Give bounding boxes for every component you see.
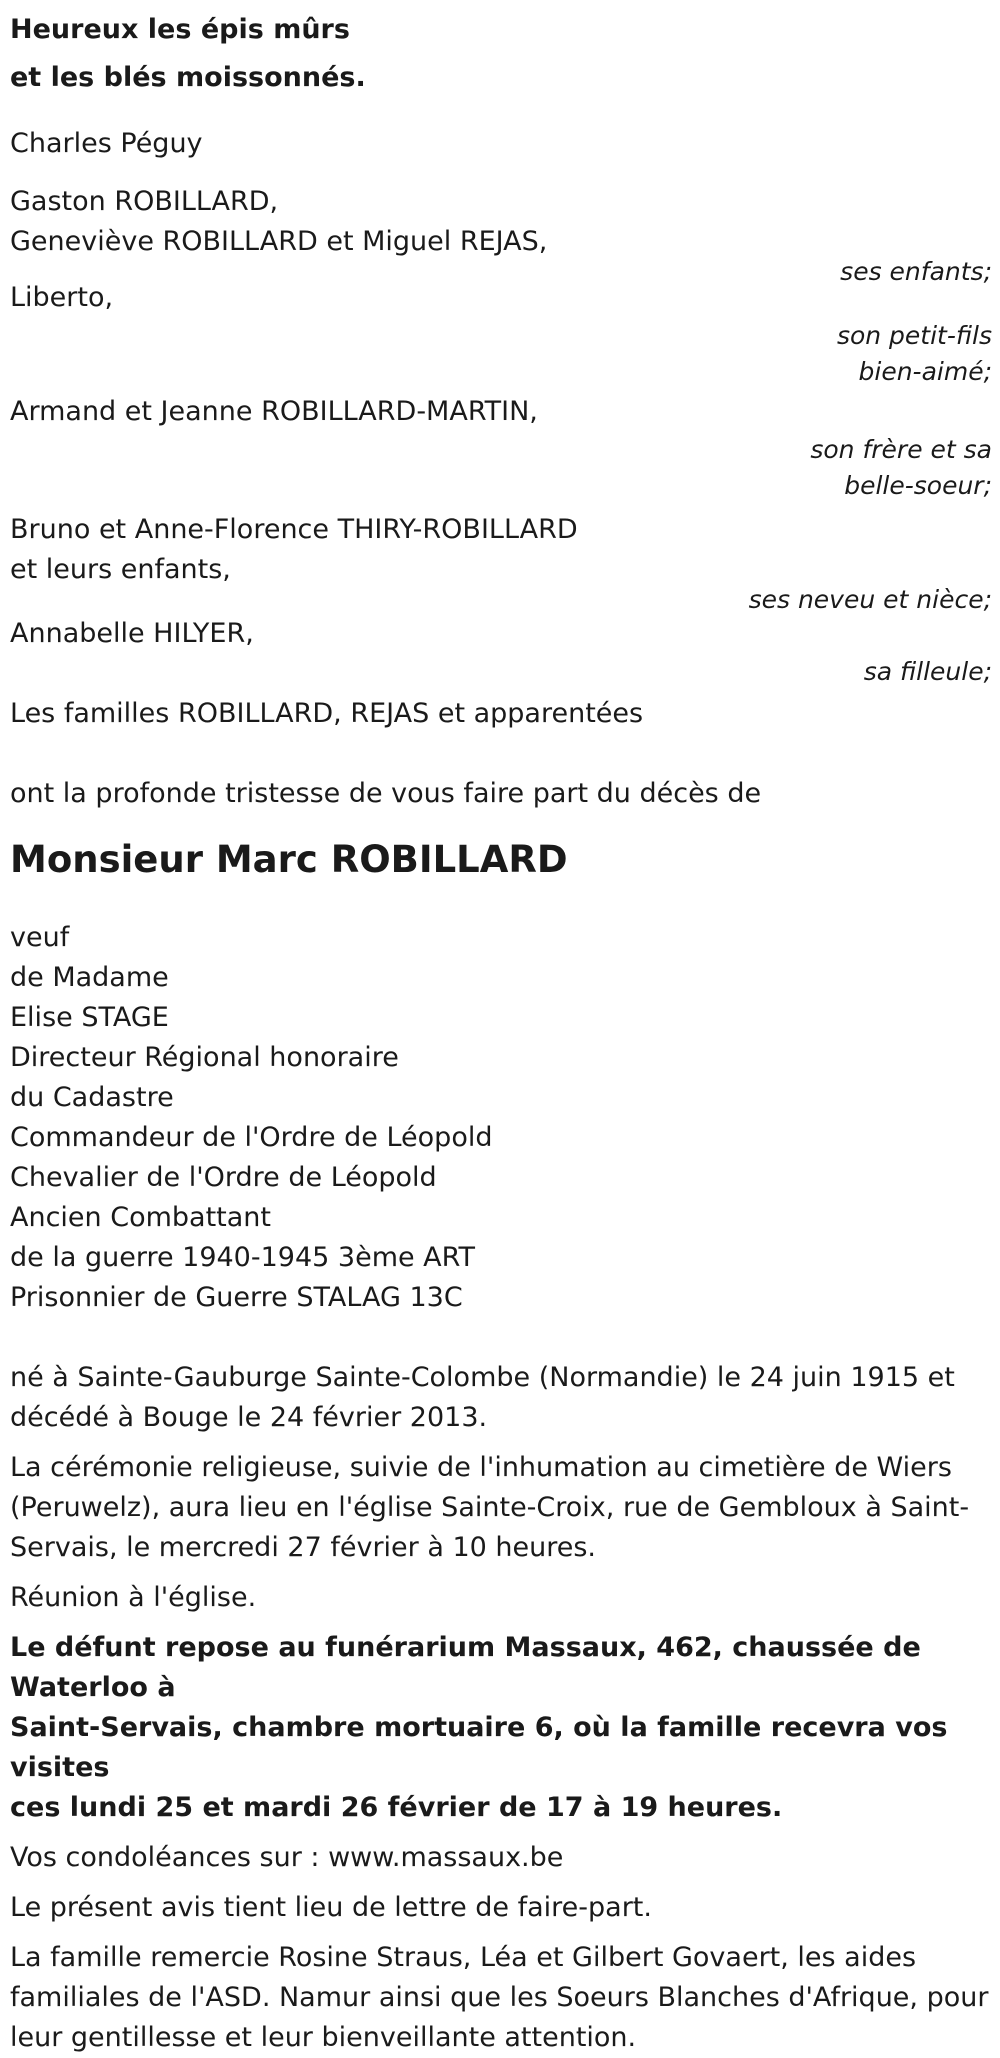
family-relation: belle-soeur; [844, 471, 992, 500]
title-line: Prisonnier de Guerre STALAG 13C [10, 1282, 463, 1313]
title-line: Elise STAGE [10, 1002, 169, 1033]
family-relation: ses neveu et nièce; [748, 585, 992, 614]
birth-death-line: né à Sainte-Gauburge Sainte-Colombe (Normandie) le 24 juin 1915 et [10, 1362, 955, 1393]
family-list [10, 182, 992, 734]
thanks-line: familiales de l'ASD. Namur ainsi que les Soeurs Blanches d'Afrique, pour [10, 1982, 989, 2013]
funerarium-paragraph [10, 1628, 992, 1828]
title-line: Ancien Combattant [10, 1202, 272, 1233]
family-relation: son petit-fils [836, 321, 992, 350]
family-relation: ses enfants; [840, 257, 992, 286]
ceremony-line: Servais, le mercredi 27 février à 10 heures. [10, 1532, 597, 1563]
title-line: de la guerre 1940-1945 3ème ART [10, 1242, 475, 1273]
family-name: Annabelle HILYER, [10, 618, 254, 649]
family-name: Liberto, [10, 282, 114, 313]
reunion-text: Réunion à l'église. [10, 1582, 257, 1613]
title-line: Directeur Régional honoraire [10, 1042, 399, 1073]
title-line: veuf [10, 922, 70, 953]
ceremony-line: La cérémonie religieuse, suivie de l'inhumation au cimetière de Wiers [10, 1452, 952, 1483]
epigraph-author: Charles Péguy [10, 128, 203, 159]
condolences-text: Vos condoléances sur : www.massaux.be [10, 1842, 564, 1873]
family-group [10, 278, 992, 390]
funerarium-line: ces lundi 25 et mardi 26 février de 17 à 19 heures. [10, 1792, 783, 1823]
birth-death-line: décédé à Bouge le 24 février 2013. [10, 1402, 488, 1433]
deceased-name: Monsieur Marc ROBILLARD [10, 838, 568, 881]
funerarium-line: Le défunt repose au funérarium Massaux, 462, chaussée de Waterloo à [10, 1632, 921, 1703]
title-line: de Madame [10, 962, 169, 993]
epigraph-line: Heureux les épis mûrs [10, 14, 350, 45]
ceremony-line: (Peruwelz), aura lieu en l'église Sainte-Croix, rue de Gembloux à Saint- [10, 1492, 970, 1523]
family-name: Les familles ROBILLARD, REJAS et apparentées [10, 698, 644, 729]
family-relation: sa filleule; [863, 657, 992, 686]
birth-death [10, 1358, 992, 1438]
family-name: Gaston ROBILLARD, [10, 186, 279, 217]
family-name: Armand et Jeanne ROBILLARD-MARTIN, [10, 396, 538, 427]
epigraph [10, 6, 992, 164]
family-group [10, 614, 992, 690]
thanks-line: leur gentillesse et leur bienveillante attention. [10, 2022, 637, 2053]
family-group [10, 510, 992, 618]
family-name: Geneviève ROBILLARD et Miguel REJAS, [10, 226, 548, 257]
title-line: Chevalier de l'Ordre de Léopold [10, 1162, 437, 1193]
obituary-notice [10, 6, 992, 2058]
family-group [10, 392, 992, 504]
family-relation: bien-aimé; [858, 357, 992, 386]
family-relation: son frère et sa [810, 435, 992, 464]
title-line: du Cadastre [10, 1082, 174, 1113]
notice-text: Le présent avis tient lieu de lettre de faire-part. [10, 1892, 652, 1923]
thanks-line: La famille remercie Rosine Straus, Léa et Gilbert Govaert, les aides [10, 1942, 917, 1973]
title-line: Commandeur de l'Ordre de Léopold [10, 1122, 493, 1153]
family-group [10, 182, 992, 290]
epigraph-line: et les blés moissonnés. [10, 62, 366, 93]
thanks-paragraph [10, 1938, 992, 2058]
deceased-titles [10, 918, 992, 1318]
announcement: ont la profonde tristesse de vous faire part du décès de [10, 778, 762, 809]
family-name: et leurs enfants, [10, 554, 231, 585]
ceremony-paragraph [10, 1448, 992, 1568]
family-group [10, 694, 992, 734]
family-name: Bruno et Anne-Florence THIRY-ROBILLARD [10, 514, 578, 545]
funerarium-line: Saint-Servais, chambre mortuaire 6, où la famille recevra vos visites [10, 1712, 948, 1783]
